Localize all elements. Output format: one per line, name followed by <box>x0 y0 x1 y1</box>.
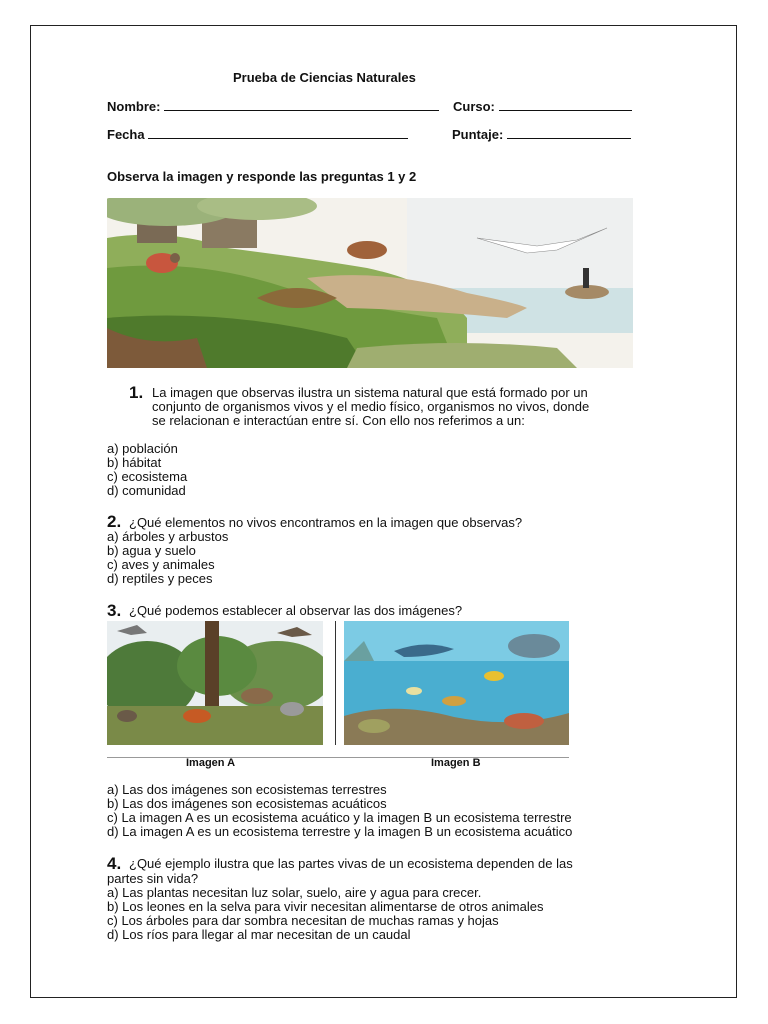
image-divider <box>335 621 336 745</box>
nombre-label: Nombre: <box>107 99 161 114</box>
q2-number: 2. <box>107 512 122 531</box>
q1-option-b[interactable]: b) hábitat <box>107 455 162 470</box>
puntaje-row <box>452 126 631 142</box>
caption-image-b: Imagen B <box>431 757 481 769</box>
q3-option-d[interactable]: d) La imagen A es un ecosistema terrestre y la imagen B un ecosistema acuático <box>107 824 573 839</box>
fecha-row <box>107 126 408 142</box>
q1-line-2: conjunto de organismos vivos y el medio físico, organismos no vivos, donde <box>152 399 590 414</box>
image-a-forest <box>107 621 323 745</box>
q1-option-a[interactable]: a) población <box>107 441 178 456</box>
q4-text: ¿Qué ejemplo ilustra que las partes vivas de un ecosistema dependen de las <box>129 856 573 871</box>
q2-option-a[interactable]: a) árboles y arbustos <box>107 529 229 544</box>
q1-option-c[interactable]: c) ecosistema <box>107 469 188 484</box>
q2-text: ¿Qué elementos no vivos encontramos en la imagen que observas? <box>129 515 523 530</box>
instruction: Observa la imagen y responde las preguntas 1 y 2 <box>107 169 417 184</box>
curso-blank[interactable] <box>499 98 632 111</box>
curso-label: Curso: <box>453 99 495 114</box>
q1-number: 1. <box>129 383 144 402</box>
q2-option-b[interactable]: b) agua y suelo <box>107 543 196 558</box>
q2-option-c[interactable]: c) aves y animales <box>107 557 215 572</box>
q3-option-c[interactable]: c) La imagen A es un ecosistema acuático y la imagen B un ecosistema terrestre <box>107 810 572 825</box>
q3-option-b[interactable]: b) Las dos imágenes son ecosistemas acuáticos <box>107 796 387 811</box>
q4-number: 4. <box>107 854 122 873</box>
q4-option-c[interactable]: c) Los árboles para dar sombra necesitan de muchas ramas y hojas <box>107 913 499 928</box>
test-title: Prueba de Ciencias Naturales <box>233 70 416 85</box>
q3-text: ¿Qué podemos establecer al observar las dos imágenes? <box>129 603 463 618</box>
q1-line-3: se relacionan e interactúan entre sí. Con ello nos referimos a un: <box>152 413 525 428</box>
caption-rule <box>107 757 569 758</box>
q4-option-d[interactable]: d) Los ríos para llegar al mar necesitan de un caudal <box>107 927 411 942</box>
caption-image-a: Imagen A <box>186 757 236 769</box>
q1-line-1: La imagen que observas ilustra un sistema natural que está formado por un <box>152 385 588 400</box>
q1-option-d[interactable]: d) comunidad <box>107 483 186 498</box>
q3-number: 3. <box>107 601 122 620</box>
curso-row <box>453 98 632 114</box>
q4-option-a[interactable]: a) Las plantas necesitan luz solar, suelo, aire y agua para crecer. <box>107 885 482 900</box>
fecha-label: Fecha <box>107 127 145 142</box>
q2-option-d[interactable]: d) reptiles y peces <box>107 571 213 586</box>
nombre-blank[interactable] <box>164 98 439 111</box>
puntaje-blank[interactable] <box>507 126 631 139</box>
q4-option-b[interactable]: b) Los leones en la selva para vivir necesitan alimentarse de otros animales <box>107 899 544 914</box>
puntaje-label: Puntaje: <box>452 127 504 142</box>
q3-option-a[interactable]: a) Las dos imágenes son ecosistemas terrestres <box>107 782 387 797</box>
image-b-ocean <box>344 621 569 745</box>
q4-text-2: partes sin vida? <box>107 871 199 886</box>
ecosystem-illustration <box>107 198 633 368</box>
nombre-row <box>107 98 439 114</box>
fecha-blank[interactable] <box>148 126 408 139</box>
